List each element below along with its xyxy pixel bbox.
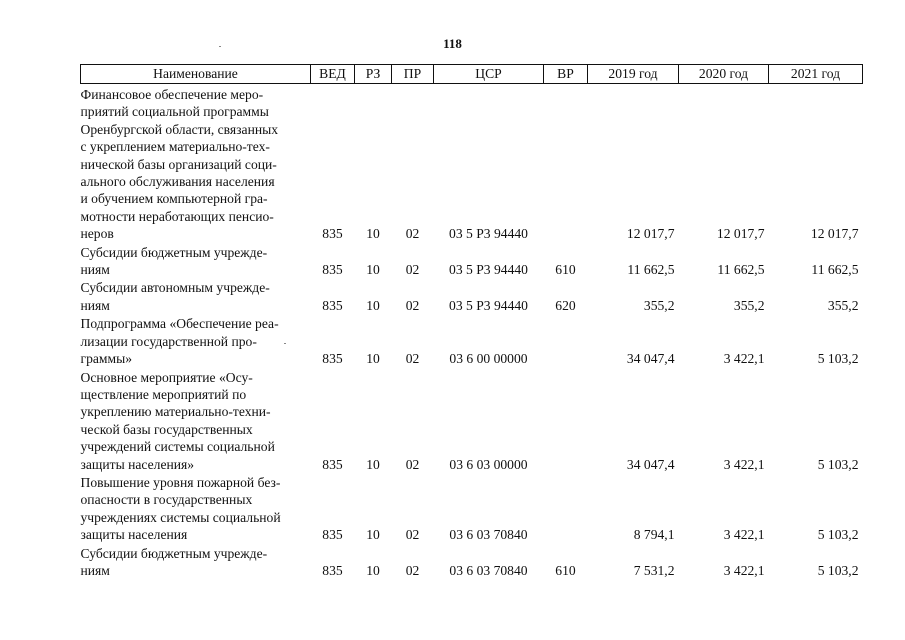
row-2019: 355,2 — [643, 297, 675, 313]
row-2020: 12 017,7 — [716, 226, 765, 242]
row-csr: 03 6 03 00000 — [449, 456, 528, 472]
row-2020: 11 662,5 — [717, 262, 765, 278]
row-2021: 5 103,2 — [817, 562, 859, 578]
header-2021: 2021 год — [769, 65, 863, 84]
row-pr: 02 — [405, 262, 420, 278]
row-2019: 34 047,4 — [626, 351, 675, 367]
row-csr: 03 6 00 00000 — [449, 351, 528, 367]
row-rz: 10 — [366, 351, 380, 367]
row-pr: 02 — [405, 226, 420, 242]
row-2021: 11 662,5 — [811, 262, 859, 278]
row-csr: 03 5 P3 94440 — [449, 226, 528, 242]
table-row — [81, 279, 863, 315]
row-2021: 5 103,2 — [817, 456, 859, 472]
row-csr: 03 6 03 70840 — [449, 562, 528, 578]
row-vr — [544, 315, 588, 368]
header-2019: 2019 год — [588, 65, 679, 84]
row-vr: 610 — [555, 262, 576, 278]
row-pr: 02 — [405, 456, 420, 472]
row-2020: 3 422,1 — [723, 351, 765, 367]
row-rz: 10 — [366, 226, 380, 242]
row-csr: 03 6 03 70840 — [449, 527, 528, 543]
row-2020: 3 422,1 — [723, 527, 765, 543]
row-rz: 10 — [366, 527, 380, 543]
row-csr: 03 5 P3 94440 — [449, 297, 528, 313]
row-name: Субсидии автономным учрежде- ниям — [80, 280, 270, 313]
table-row — [81, 315, 863, 368]
row-vr — [544, 369, 588, 474]
table-body — [81, 84, 863, 581]
row-name: Повышение уровня пожарной без- опасности в государственных учреждениях системы социальной защиты населения — [80, 474, 281, 543]
header-vr: ВР — [544, 65, 588, 84]
row-vr: 620 — [555, 297, 576, 313]
row-pr: 02 — [405, 527, 420, 543]
row-name: Субсидии бюджетным учрежде- ниям — [80, 244, 268, 278]
row-vr: 610 — [555, 562, 576, 578]
row-2019: 8 794,1 — [633, 527, 675, 543]
row-2019: 7 531,2 — [633, 562, 675, 578]
row-2021: 5 103,2 — [817, 527, 859, 543]
row-2021: 12 017,7 — [810, 226, 859, 242]
row-2021: 5 103,2 — [817, 351, 859, 367]
row-name: Финансовое обеспечение меро- приятий социальной программы Оренбургской области, связанных с укреплением материально-тех- нической базы организаций соци- ального обслуживания населения и обучением компьютерной гра- мотности неработающих пенсио- неров — [80, 87, 279, 242]
row-pr: 02 — [405, 351, 420, 367]
row-name: Основное мероприятие «Осу- ществление мероприятий по укреплению материально-техни- ческой базы государственных учреждений системы социальной защиты населения» — [80, 369, 275, 472]
row-rz: 10 — [366, 262, 380, 278]
row-ved: 835 — [322, 297, 343, 313]
row-ved: 835 — [322, 527, 343, 543]
row-ved: 835 — [322, 562, 343, 578]
header-2020: 2020 год — [679, 65, 769, 84]
budget-table — [80, 64, 863, 580]
row-2019: 12 017,7 — [626, 226, 675, 242]
row-2020: 355,2 — [733, 297, 765, 313]
scan-speck — [219, 46, 221, 47]
row-2020: 3 422,1 — [723, 562, 765, 578]
row-2021: 355,2 — [827, 297, 859, 313]
row-rz: 10 — [366, 456, 380, 472]
header-csr: ЦСР — [434, 65, 544, 84]
row-rz: 10 — [366, 297, 380, 313]
row-ved: 835 — [322, 351, 343, 367]
header-pr: ПР — [392, 65, 434, 84]
row-pr: 02 — [405, 562, 420, 578]
table-header — [81, 65, 863, 84]
table-row — [81, 244, 863, 280]
header-name: Наименование — [81, 65, 311, 84]
row-pr: 02 — [405, 297, 420, 313]
row-ved: 835 — [322, 456, 343, 472]
table-row — [81, 474, 863, 545]
row-name: Подпрограмма «Обеспечение реа- лизации государственной про- граммы» — [80, 316, 279, 367]
row-vr — [544, 474, 588, 545]
row-2020: 3 422,1 — [723, 456, 765, 472]
table-row — [81, 545, 863, 581]
table-row — [81, 369, 863, 474]
row-2019: 11 662,5 — [627, 262, 675, 278]
table-row — [81, 84, 863, 244]
header-ved: ВЕД — [311, 65, 355, 84]
row-vr — [544, 84, 588, 244]
row-rz: 10 — [366, 562, 380, 578]
row-ved: 835 — [322, 262, 343, 278]
page-number: 118 — [443, 36, 462, 51]
row-csr: 03 5 P3 94440 — [449, 262, 528, 278]
row-2019: 34 047,4 — [626, 456, 675, 472]
row-name: Субсидии бюджетным учрежде- ниям — [80, 545, 268, 578]
row-ved: 835 — [322, 226, 343, 242]
header-rz: РЗ — [355, 65, 392, 84]
